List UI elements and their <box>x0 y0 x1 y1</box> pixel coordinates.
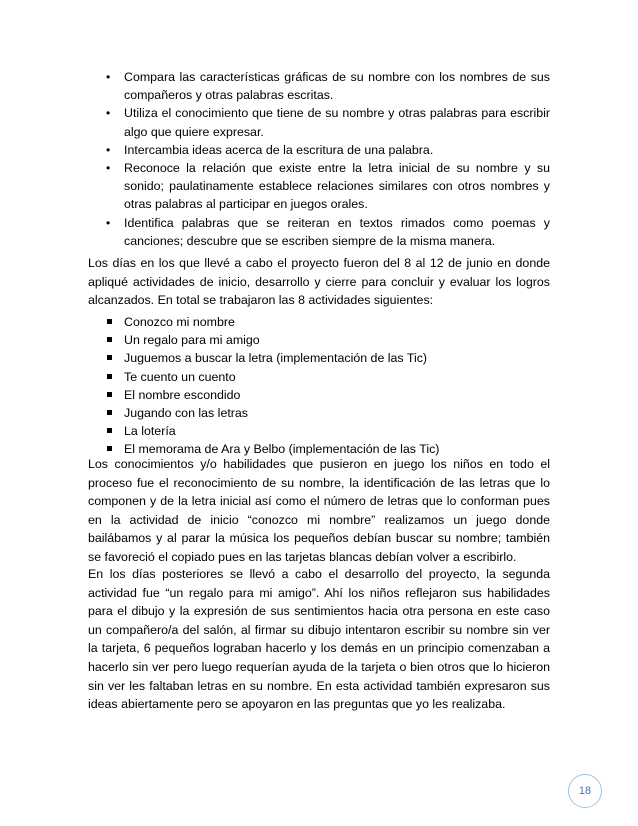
bullet-item <box>88 68 550 104</box>
activity-item <box>88 349 550 367</box>
activity-text: Jugando con las letras <box>124 406 248 421</box>
paragraph-knowledge-skills: Los conocimientos y/o habilidades que pusieron en juego los niños en todo el proceso fue el reconocimiento de su nombre, la identificación de las letras que lo componen y de la letra inicial así como el número de letras que lo conforman pues en la actividad de inicio “conozco mi nombre” realizamos un juego donde bailábamos y al parar la música los pequeños debían buscar su nombre; también se favoreció el copiado pues en las tarjetas blancas debían volver a escribirlo. <box>88 457 550 564</box>
activities-list <box>88 313 550 459</box>
bullet-item <box>88 159 550 214</box>
square-bullet-icon <box>107 392 112 397</box>
activity-item <box>88 386 550 404</box>
activity-text: La lotería <box>124 424 176 439</box>
square-bullet-icon <box>107 446 112 451</box>
bullet-dot-icon: • <box>106 70 111 84</box>
bullet-item <box>88 141 550 159</box>
bullet-text: Compara las características gráficas de su nombre con los nombres de sus compañeros y otras palabras escritas. <box>124 70 550 103</box>
competency-bullet-list <box>88 68 550 250</box>
bullet-dot-icon: • <box>106 106 111 121</box>
bullet-item <box>88 214 550 250</box>
activity-item <box>88 331 550 349</box>
bullet-item <box>88 104 550 140</box>
bullet-text: Reconoce la relación que existe entre la letra inicial de su nombre y su sonido; paulatinamente establece relaciones similares con otros nombres y otras palabras al participar en juegos orales. <box>124 161 550 212</box>
activity-text: Te cuento un cuento <box>124 369 236 384</box>
bullet-dot-icon: • <box>106 142 111 157</box>
bullet-text: Intercambia ideas acerca de la escritura de una palabra. <box>124 142 434 157</box>
activity-text: El nombre escondido <box>124 387 241 402</box>
square-bullet-icon <box>107 319 112 324</box>
bullet-text: Identifica palabras que se reiteran en textos rimados como poemas y canciones; descubre que se escriben siempre de la misma manera. <box>124 215 550 248</box>
paragraph-project-days: Los días en los que llevé a cabo el proyecto fueron del 8 al 12 de junio en donde apliqué actividades de inicio, desarrollo y cierre para concluir y evaluar los logros alcanzados. En total se trabajaron las 8 actividades siguientes: <box>88 256 550 308</box>
activity-item <box>88 313 550 331</box>
bullet-text: Utiliza el conocimiento que tiene de su nombre y otras palabras para escribir algo que quiere expresar. <box>124 106 550 139</box>
square-bullet-icon <box>107 410 112 415</box>
square-bullet-icon <box>107 428 112 433</box>
bullet-dot-icon: • <box>106 215 111 230</box>
square-bullet-icon <box>107 355 112 360</box>
square-bullet-icon <box>107 374 112 379</box>
bullet-dot-icon: • <box>106 161 111 176</box>
activity-item <box>88 404 550 422</box>
page-number-badge: 18 <box>568 774 602 808</box>
activity-text: Un regalo para mi amigo <box>124 333 260 348</box>
activity-item <box>88 368 550 386</box>
activity-text: Conozco mi nombre <box>124 315 235 329</box>
paragraph-later-days: En los días posteriores se llevó a cabo el desarrollo del proyecto, la segunda actividad fue “un regalo para mi amigo”. Ahí los niños reflejaron sus habilidades para el dibujo y la expresión de sus sentimientos hacia otra persona en este caso un compañero/a del salón, al firmar su dibujo intentaron escribir su nombre sin ver la tarjeta, 6 pequeños lograban hacerlo y los demás en un principio comenzaban a hacerlo sin ver pero luego requerían ayuda de la tarjeta o bien otros que lo hicieron sin ver les faltaban letras en su nombre. En esta actividad también expresaron sus ideas abiertamente pero se apoyaron en las preguntas que yo les realizaba. <box>88 567 550 712</box>
activity-text: Juguemos a buscar la letra (implementación de las Tic) <box>124 351 428 366</box>
square-bullet-icon <box>107 337 112 342</box>
activity-text: El memorama de Ara y Belbo (implementación de las Tic) <box>124 442 440 457</box>
activity-item <box>88 422 550 440</box>
